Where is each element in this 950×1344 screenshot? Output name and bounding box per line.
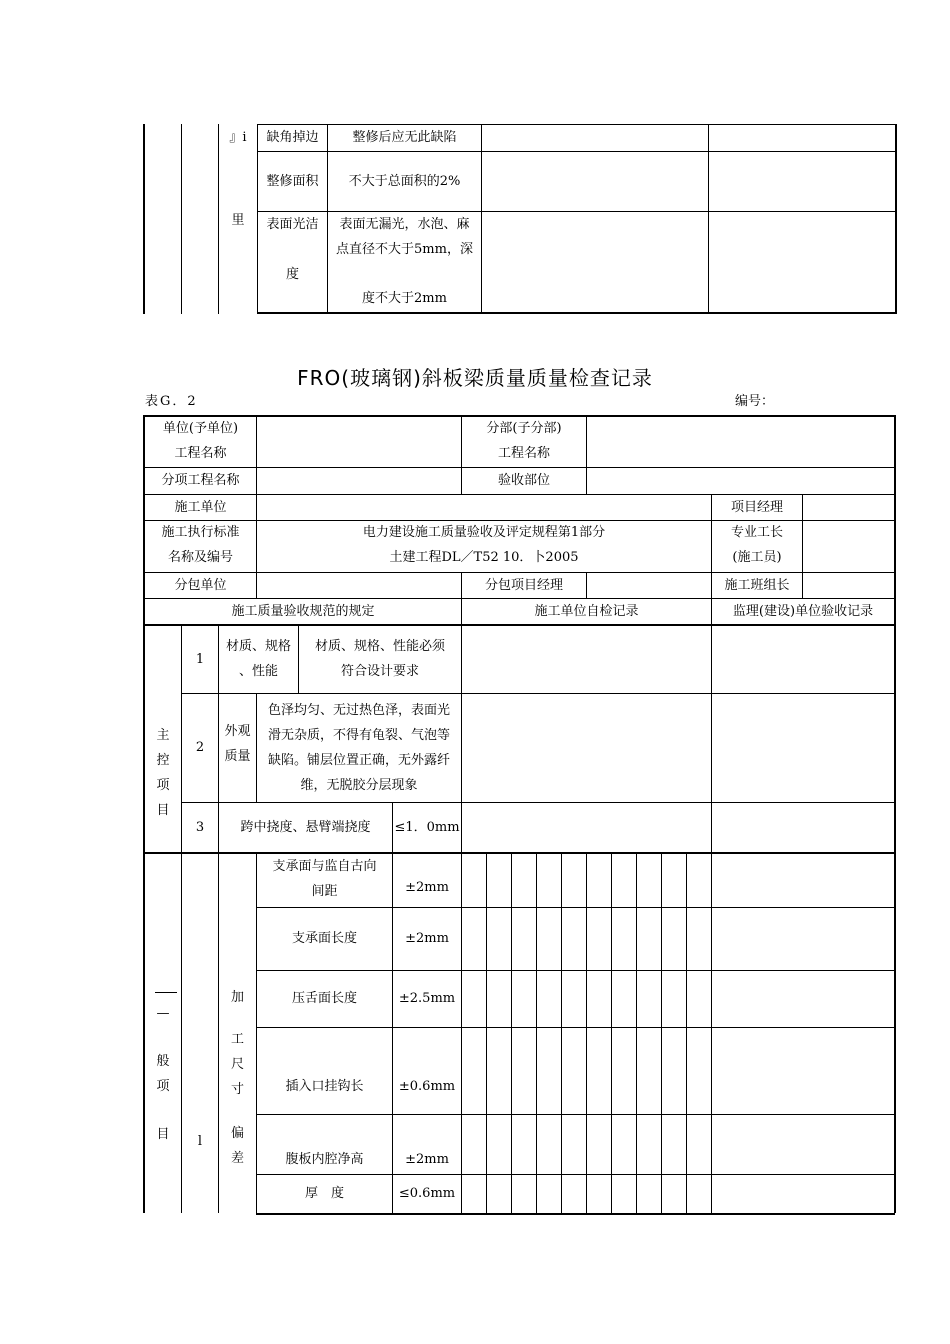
gen-row-4-tol: ±0.6mm — [398, 1079, 456, 1094]
unit-label-l1: 单位(予单位) — [162, 421, 239, 436]
main-label-3: 项 — [156, 778, 170, 793]
group-char-3: 尺 — [230, 1057, 244, 1072]
group-char-6: 差 — [230, 1151, 244, 1166]
top-spec-3-l2: 点直径不大于5mm，深 — [336, 242, 473, 257]
accept-part-label: 验收部位 — [497, 473, 550, 488]
gen-row-4-item: 插入口挂钩长 — [285, 1079, 364, 1094]
general-row-no: l — [197, 1134, 203, 1149]
page-title: FRO(玻璃钢)斜板梁质量质量检查记录 — [297, 366, 653, 390]
gen-row-2-item: 支承面长度 — [291, 931, 357, 946]
table-number: 表G．2 — [145, 394, 198, 409]
gen-row-6-tol: ≤0.6mm — [398, 1186, 456, 1201]
top-item-3-l2: 度 — [285, 267, 299, 282]
top-item-2: 整修面积 — [266, 173, 319, 189]
group-char-4: 寸 — [230, 1082, 244, 1097]
side-mark-2: 里 — [231, 213, 245, 228]
group-char-5: 偏 — [230, 1126, 244, 1141]
team-leader-label: 施工班组长 — [724, 577, 790, 593]
gen-row-1-item-l2: 间距 — [311, 884, 338, 899]
col-spec-header: 施工质量验收规范的规定 — [231, 603, 375, 619]
main-row-1-no: 1 — [195, 651, 205, 667]
sub-label-l2: 工程名称 — [497, 446, 550, 461]
sub-label-l1: 分部(子分部) — [486, 421, 562, 436]
main-row-2-spec-l1: 色泽均匀、无过热色泽，表面光 — [267, 703, 450, 718]
col-super-header: 监理(建设)单位验收记录 — [732, 603, 874, 619]
subcontractor-label: 分包单位 — [174, 577, 227, 593]
main-row-1-spec-l1: 材质、规格、性能必须 — [314, 639, 445, 654]
gen-row-2-tol: ±2mm — [405, 931, 449, 946]
foreman-label-l2: (施工员) — [732, 550, 782, 565]
main-label-1: 主 — [156, 728, 170, 743]
pm-label: 项目经理 — [730, 499, 783, 515]
gen-row-5-tol: ±2mm — [405, 1152, 449, 1167]
group-char-1: 加 — [230, 990, 244, 1005]
main-row-2-spec-l4: 维，无脱胶分层现象 — [300, 778, 418, 793]
top-spec-2: 不大于总面积的2% — [348, 173, 461, 189]
std-value-l1: 电力建设施工质量验收及评定规程第1部分 — [362, 525, 606, 540]
top-spec-1: 整修后应无此缺陷 — [352, 130, 457, 145]
main-row-1-item-l1: 材质、规格 — [225, 639, 291, 654]
top-item-3-l1: 表面光洁 — [266, 217, 319, 232]
foreman-label-l1: 专业工长 — [730, 525, 783, 540]
main-row-3-spec: ≤1．0mm — [394, 819, 460, 835]
general-label-2: 项 — [156, 1079, 170, 1094]
main-row-2-item-l2: 质量 — [224, 749, 251, 764]
main-row-3-no: 3 — [195, 819, 205, 835]
top-spec-3-l1: 表面无漏光，水泡、麻 — [339, 217, 470, 232]
item-name-label: 分项工程名称 — [161, 473, 240, 488]
main-row-2-no: 2 — [195, 740, 205, 755]
top-spec-3-l3: 度不大于2mm — [362, 291, 447, 306]
general-label-dash: — — [156, 1006, 170, 1021]
std-label-l1: 施工执行标准 — [161, 525, 240, 540]
main-row-2-spec-l2: 滑无杂质，不得有龟裂、气泡等 — [267, 728, 450, 743]
sub-pm-label: 分包项目经理 — [484, 577, 563, 593]
main-label-2: 控 — [156, 753, 170, 768]
unit-label-l2: 工程名称 — [174, 446, 227, 461]
serial-label: 编号： — [735, 394, 775, 409]
main-row-3-item: 跨中挠度、悬臂端挠度 — [240, 819, 371, 835]
top-item-1: 缺角掉边 — [266, 130, 319, 145]
general-label-3: 目 — [156, 1127, 170, 1142]
gen-row-5-item: 腹板内腔净高 — [285, 1152, 364, 1167]
group-char-2: 工 — [230, 1032, 244, 1047]
gen-row-6-item: 厚 度 — [304, 1186, 344, 1201]
main-row-2-item-l1: 外观 — [224, 724, 251, 739]
gen-row-3-item: 压舌面长度 — [291, 991, 357, 1006]
general-label-1: 般 — [156, 1054, 170, 1069]
std-value-l2: 土建工程DL／T52 10．卜2005 — [389, 550, 579, 565]
side-mark: 』i — [229, 130, 247, 145]
main-label-4: 目 — [156, 803, 170, 818]
main-row-1-spec-l2: 符合设计要求 — [340, 664, 419, 679]
gen-row-3-tol: ±2.5mm — [398, 991, 456, 1006]
main-row-2-spec-l3: 缺陷。铺层位置正确，无外露纤 — [267, 753, 450, 768]
std-label-l2: 名称及编号 — [167, 550, 233, 565]
constructor-label: 施工单位 — [174, 499, 227, 515]
col-self-header: 施工单位自检记录 — [534, 603, 639, 619]
gen-row-1-tol: ±2mm — [405, 880, 449, 895]
main-row-1-item-l2: 、性能 — [238, 664, 278, 679]
gen-row-1-item-l1: 支承面与监自古向 — [272, 859, 377, 874]
